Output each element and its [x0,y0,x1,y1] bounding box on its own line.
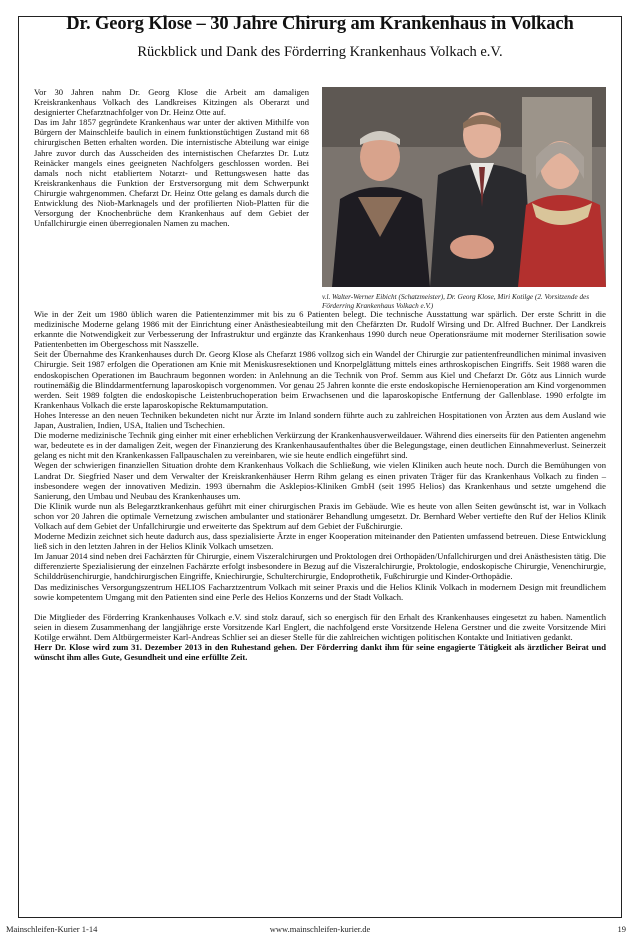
body-paragraph: Seit der Übernahme des Krankenhauses durch Dr. Georg Klose als Chefarzt 1986 vollzog sich ein Wandel der Chirurgie zur patientenfreundlichen minimal invasiven Chirurgie. Seit 1987 erfolgen die Operationen am Knie mit Meniskusresektionen und Knorpelglättung mittels eines arthroskopischen Eingriffs. Seit 1988 waren die endoskopischen Operationen im Bauchraum begonnen worden: in Anlehnung an die Technik von Prof. Semm aus Kiel und Chefarzt Dr. Götz aus Linnich wurde routinemäßig die Blinddarmentfernung laparoskopisch vorgenommen. Vor genau 25 Jahren konnte die erste endoskopische Hernienoperation am Kind vorgenommen werden. Seit 1989 folgten die endoskopische Leistenbruchoperation beim Erwachsenen und die laparoskopische Entfernung der Gallenblase. 1990 erfolgte im Krankenhaus Volkach die erste laparoskopische Rektumamputation. [34,349,606,410]
paragraph-spacer [34,602,606,612]
body-paragraph: Moderne Medizin zeichnet sich heute dadurch aus, dass spezialisierte Ärzte in enger Kooperation miteinander den Patienten umfassend betreuen. Diese Entwicklung ließ sich in den letzten Jahren in der Helios Klinik Volkach umsetzen. [34,531,606,552]
intro-column [34,87,309,228]
group-photo [322,87,606,287]
thanks-paragraph: Die Mitglieder des Förderring Krankenhauses Volkach e.V. sind stolz darauf, sich so energisch für den Erhalt des Krankenhauses eingesetzt zu haben. Namentlich seien in diesem Zusammenhang der langjährige erste Vorsitzende Karl Englert, die nachfolgend erste Vorsitzende Helena Gerstner und die zweite Vorsitzende Miri Kotilge erwähnt. Dem Altbürgermeister Karl-Andreas Schlier sei an dieser Stelle für die zahlreichen wichtigen politischen Kontakte und Initiativen gedankt. [34,611,606,642]
body-paragraph: Die moderne medizinische Technik ging einher mit einer erheblichen Verkürzung der Krankenhausverweildauer. Während dies einerseits für den Patienten angenehm war, bedeutete es in der damaligen Zeit, wegen der Finanzierung des Krankenhausaufenthaltes über die Belegungstage, einen deutlichen Einnahmeverlust. Seinerzeit gelang es nicht mit den Krankenkassen Fallpauschalen zu vereinbaren, wie sie heute endlich eingeführt sind. [34,430,606,461]
article-body [34,309,606,662]
body-paragraph: Die Klinik wurde nun als Belegarztkrankenhaus geführt mit einer chirurgischen Praxis im Gebäude. Wie es heute von allen Seiten gewünscht ist, war in Volkach schon vor 20 Jahren die optimale Vernetzung zwischen ambulanter und stationärer Behandlung umgesetzt. Dr. Bernhard Weber vertiefte den Ruf der Helios Klinik Volkach auf dem Gebiet der Unfallchirurgie und erweiterte das Spektrum auf dem Gebiet der Fußchirurgie. [34,500,606,531]
body-paragraph: Wie in der Zeit um 1980 üblich waren die Patientenzimmer mit bis zu 6 Patienten belegt. Die technische Ausstattung war spärlich. Der erste Schritt in die medizinische Moderne gelang 1986 mit der Einrichtung einer Anästhesieabteilung mit den Chefärzten Dr. Rudolf Wirsing und Dr. Alfred Buchner. Der Landkreis erkannte die Notwendigkeit zur Verbesserung der Infrastruktur und ergänzte das Krankenhaus 1990 durch neue Operationsräume mit moderner Sterilisation sowie Patientenbetten im Obergeschoss mit Nasszelle. [34,309,606,350]
footer-website: www.mainschleifen-kurier.de [269,924,371,934]
photo-caption: v.l. Walter-Werner Eibicht (Schatzmeister), Dr. Georg Klose, Miri Kotilge (2. Vorsitzende des Förderring Krankenhaus Volkach e.V.) [322,293,590,310]
body-paragraph: Das medizinisches Versorgungszentrum HELIOS Facharztzentrum Volkach mit seiner Praxis und die Helios Klinik Volkach in modernem Design mit freundlichem sowie kompetentem Umgang mit den Patienten sind eine Perle des Helios Konzerns und der Stadt Volkach. [34,581,606,602]
group-photo-illustration [322,87,606,287]
article-subtitle: Rückblick und Dank des Förderring Krankenhaus Volkach e.V. [137,44,503,60]
intro-paragraph: Vor 30 Jahren nahm Dr. Georg Klose die Arbeit am damaligen Kreiskrankenhaus Volkach des Landkreises Kitzingen als Oberarzt und designierter Chefarztnachfolger von Dr. Heinz Otte auf. [34,87,309,118]
intro-paragraph: Das im Jahr 1857 gegründete Krankenhaus war unter der aktiven Mithilfe von Bürgern der Mainschleife baulich in einem funktionstüchtigen Zustand mit 68 chirurgischen Betten erhalten worden. Die internistische Abteilung war einige Jahre zuvor durch das Ausscheiden des internistischen Chefarztes Dr. Lutz Reinäcker mangels eines geeigneten Nachfolgers geschlossen worden. Bei damals noch nicht etabliertem Notarzt- und Rettungswesen hatte das Kreiskrankenhaus die Funktion der Erstversorgung mit dem Schwerpunkt Chirurgie wahrgenommen. Chefarzt Dr. Heinz Otte gelang es damals durch die Entwicklung des Niob-Marknagels und der profilierten Niob-Platten für die Versorgung der Knochenbrüche dem Krankenhaus auf dem Gebiet der Unfallchirurgie einen überregionalen Namen zu machen. [34,117,309,229]
body-paragraph: Im Januar 2014 sind neben drei Fachärzten für Chirurgie, einem Viszeralchirurgen und Proktologen drei Orthopäden/Unfallchirurgen und drei Anästhesisten tätig. Die differenzierte Spezialisierung der einzelnen Fachärzte erfolgt insbesondere in Bezug auf die Viszeralchirurgie, Proktologie, endoskopische Chirurgie, Venenchirurgie, Schilddrüsenchirurgie, handchirurgischen Eingriffe, Kniechirurgie, Schulterchirurgie, Endoprothetik, Fußchirurgie und Kinder-Orthopädie. [34,551,606,582]
body-paragraph: Wegen der schwierigen finanziellen Situation drohte dem Krankenhaus Volkach die Schließung, wie vielen Kliniken auch heute noch. Durch die Bemühungen von Landrat Dr. Siegfried Naser und dem Verwalter der Kreiskrankenhäuser Herrn Rihm gelang es einen privaten Träger für das Krankenhaus Volkach zu finden – insbesondere wegen der innovativen Medizin. 1993 übernahm die Asklepios-Kliniken GmbH (seit 1995 Helios) das Krankenhaus und setzte umgehend die Sanierung, den Umbau und Neubau des Krankenhauses um. [34,460,606,501]
closing-statement: Herr Dr. Klose wird zum 31. Dezember 2013 in den Ruhestand gehen. Der Förderring dankt ihm für seine engagierte Tätigkeit als ärztlicher Beirat und wünscht ihm alles Gute, Gesundheit und eine erfüllte Zeit. [34,642,606,663]
photo-column [322,87,606,311]
footer-publication: Mainschleifen-Kurier 1-14 [6,924,98,934]
footer-page-number: 19 [617,924,626,934]
body-paragraph: Hohes Interesse an den neuen Techniken bekundeten nicht nur Ärzte im Inland sondern führte auch zu zahlreichen Hospitationen von Ärzten aus dem Ausland wie Japan, Australien, Indien, USA, Italien und Tschechien. [34,409,606,431]
article-title: Dr. Georg Klose – 30 Jahre Chirurg am Krankenhaus in Volkach [66,14,574,34]
